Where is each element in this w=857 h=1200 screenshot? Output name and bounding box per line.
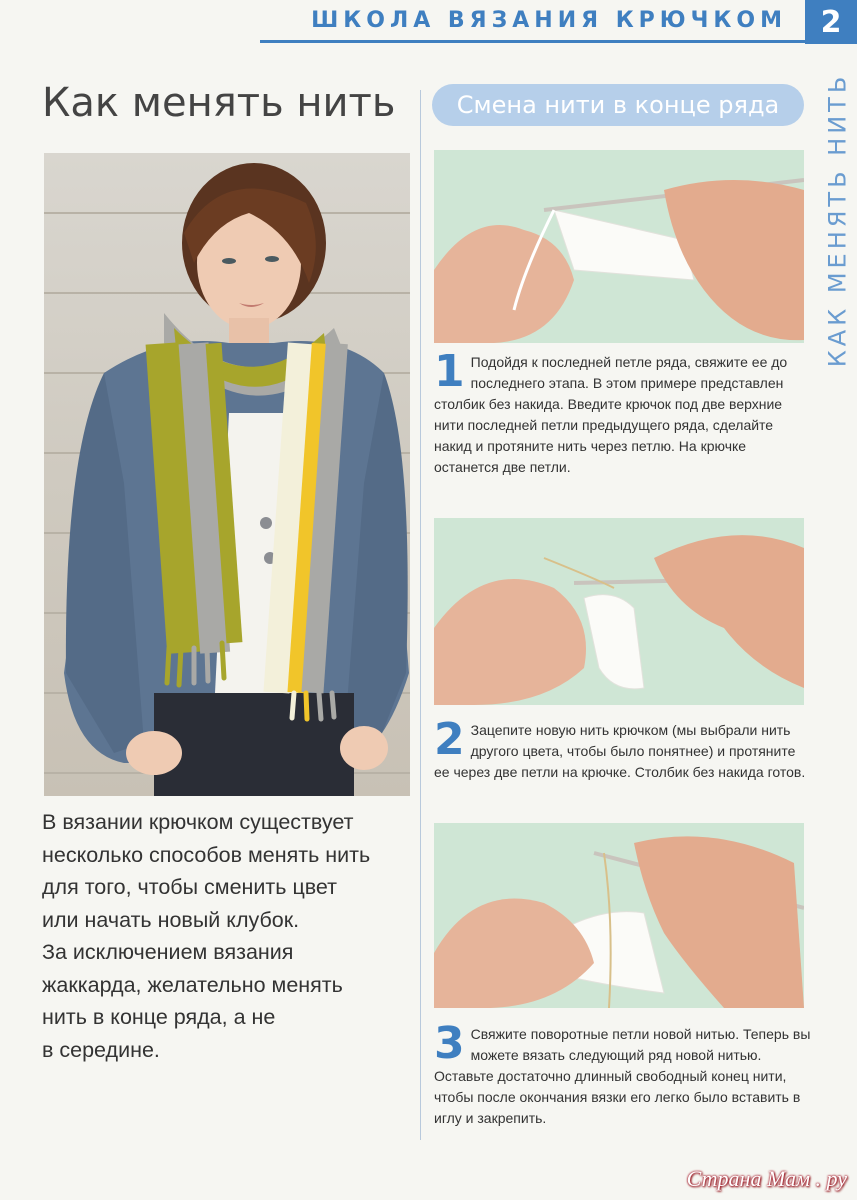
page-title: Как менять нить xyxy=(42,80,396,126)
step-1-number: 1 xyxy=(434,346,465,397)
intro-line: в середине. xyxy=(42,1037,160,1062)
intro-line: В вязании крючком существует xyxy=(42,810,354,834)
column-divider xyxy=(420,90,421,1140)
page-number: 2 xyxy=(805,0,857,44)
page-header xyxy=(0,0,857,48)
model-photo xyxy=(44,153,410,796)
intro-line: жаккарда, желательно менять xyxy=(42,972,343,997)
intro-line: За исключением вязания xyxy=(42,940,294,964)
step-1-text: Подойдя к последней петле ряда, свяжите ее до последнего этапа. В этом примере представлен столбик без накида. Введите крючок под две верхние нити последней петли предыдущего ряда, сделайте накид и протяните нить через петлю. На крючке останется две петли. xyxy=(434,354,788,475)
series-title: ШКОЛА ВЯЗАНИЯ КРЮЧКОМ xyxy=(311,8,787,33)
side-chapter-text: КАК МЕНЯТЬ НИТЬ xyxy=(823,72,852,368)
intro-line: нить в конце ряда, а не xyxy=(42,1005,276,1029)
step-2 xyxy=(434,714,814,783)
step-2-number: 2 xyxy=(434,714,465,765)
intro-line: несколько способов менять нить xyxy=(42,842,371,867)
site-watermark: Страна Мам . ру xyxy=(686,1166,847,1191)
section-title: Смена нити в конце ряда xyxy=(432,84,804,126)
step-3 xyxy=(434,1018,814,1129)
intro-paragraph xyxy=(42,806,417,1066)
header-rule xyxy=(260,40,805,43)
step-3-photo xyxy=(434,823,804,1008)
step-2-text: Зацепите новую нить крючком (мы выбрали нить другого цвета, чтобы было понятнее) и протяните ее через две петли на крючке. Столбик без накида готов. xyxy=(434,722,806,780)
intro-line: для того, чтобы сменить цвет xyxy=(42,875,338,899)
step-2-photo xyxy=(434,518,804,705)
side-chapter-label xyxy=(821,60,853,380)
step-3-text: Свяжите поворотные петли новой нитью. Теперь вы можете вязать следующий ряд новой нитью. Оставьте достаточно длинный свободный конец нити, чтобы после окончания вязки его легко было вставить в иглу и закрепить. xyxy=(434,1026,811,1126)
step-1 xyxy=(434,346,814,478)
step-3-number: 3 xyxy=(434,1018,465,1069)
step-1-photo xyxy=(434,150,804,343)
intro-line: или начать новый клубок. xyxy=(42,907,300,932)
